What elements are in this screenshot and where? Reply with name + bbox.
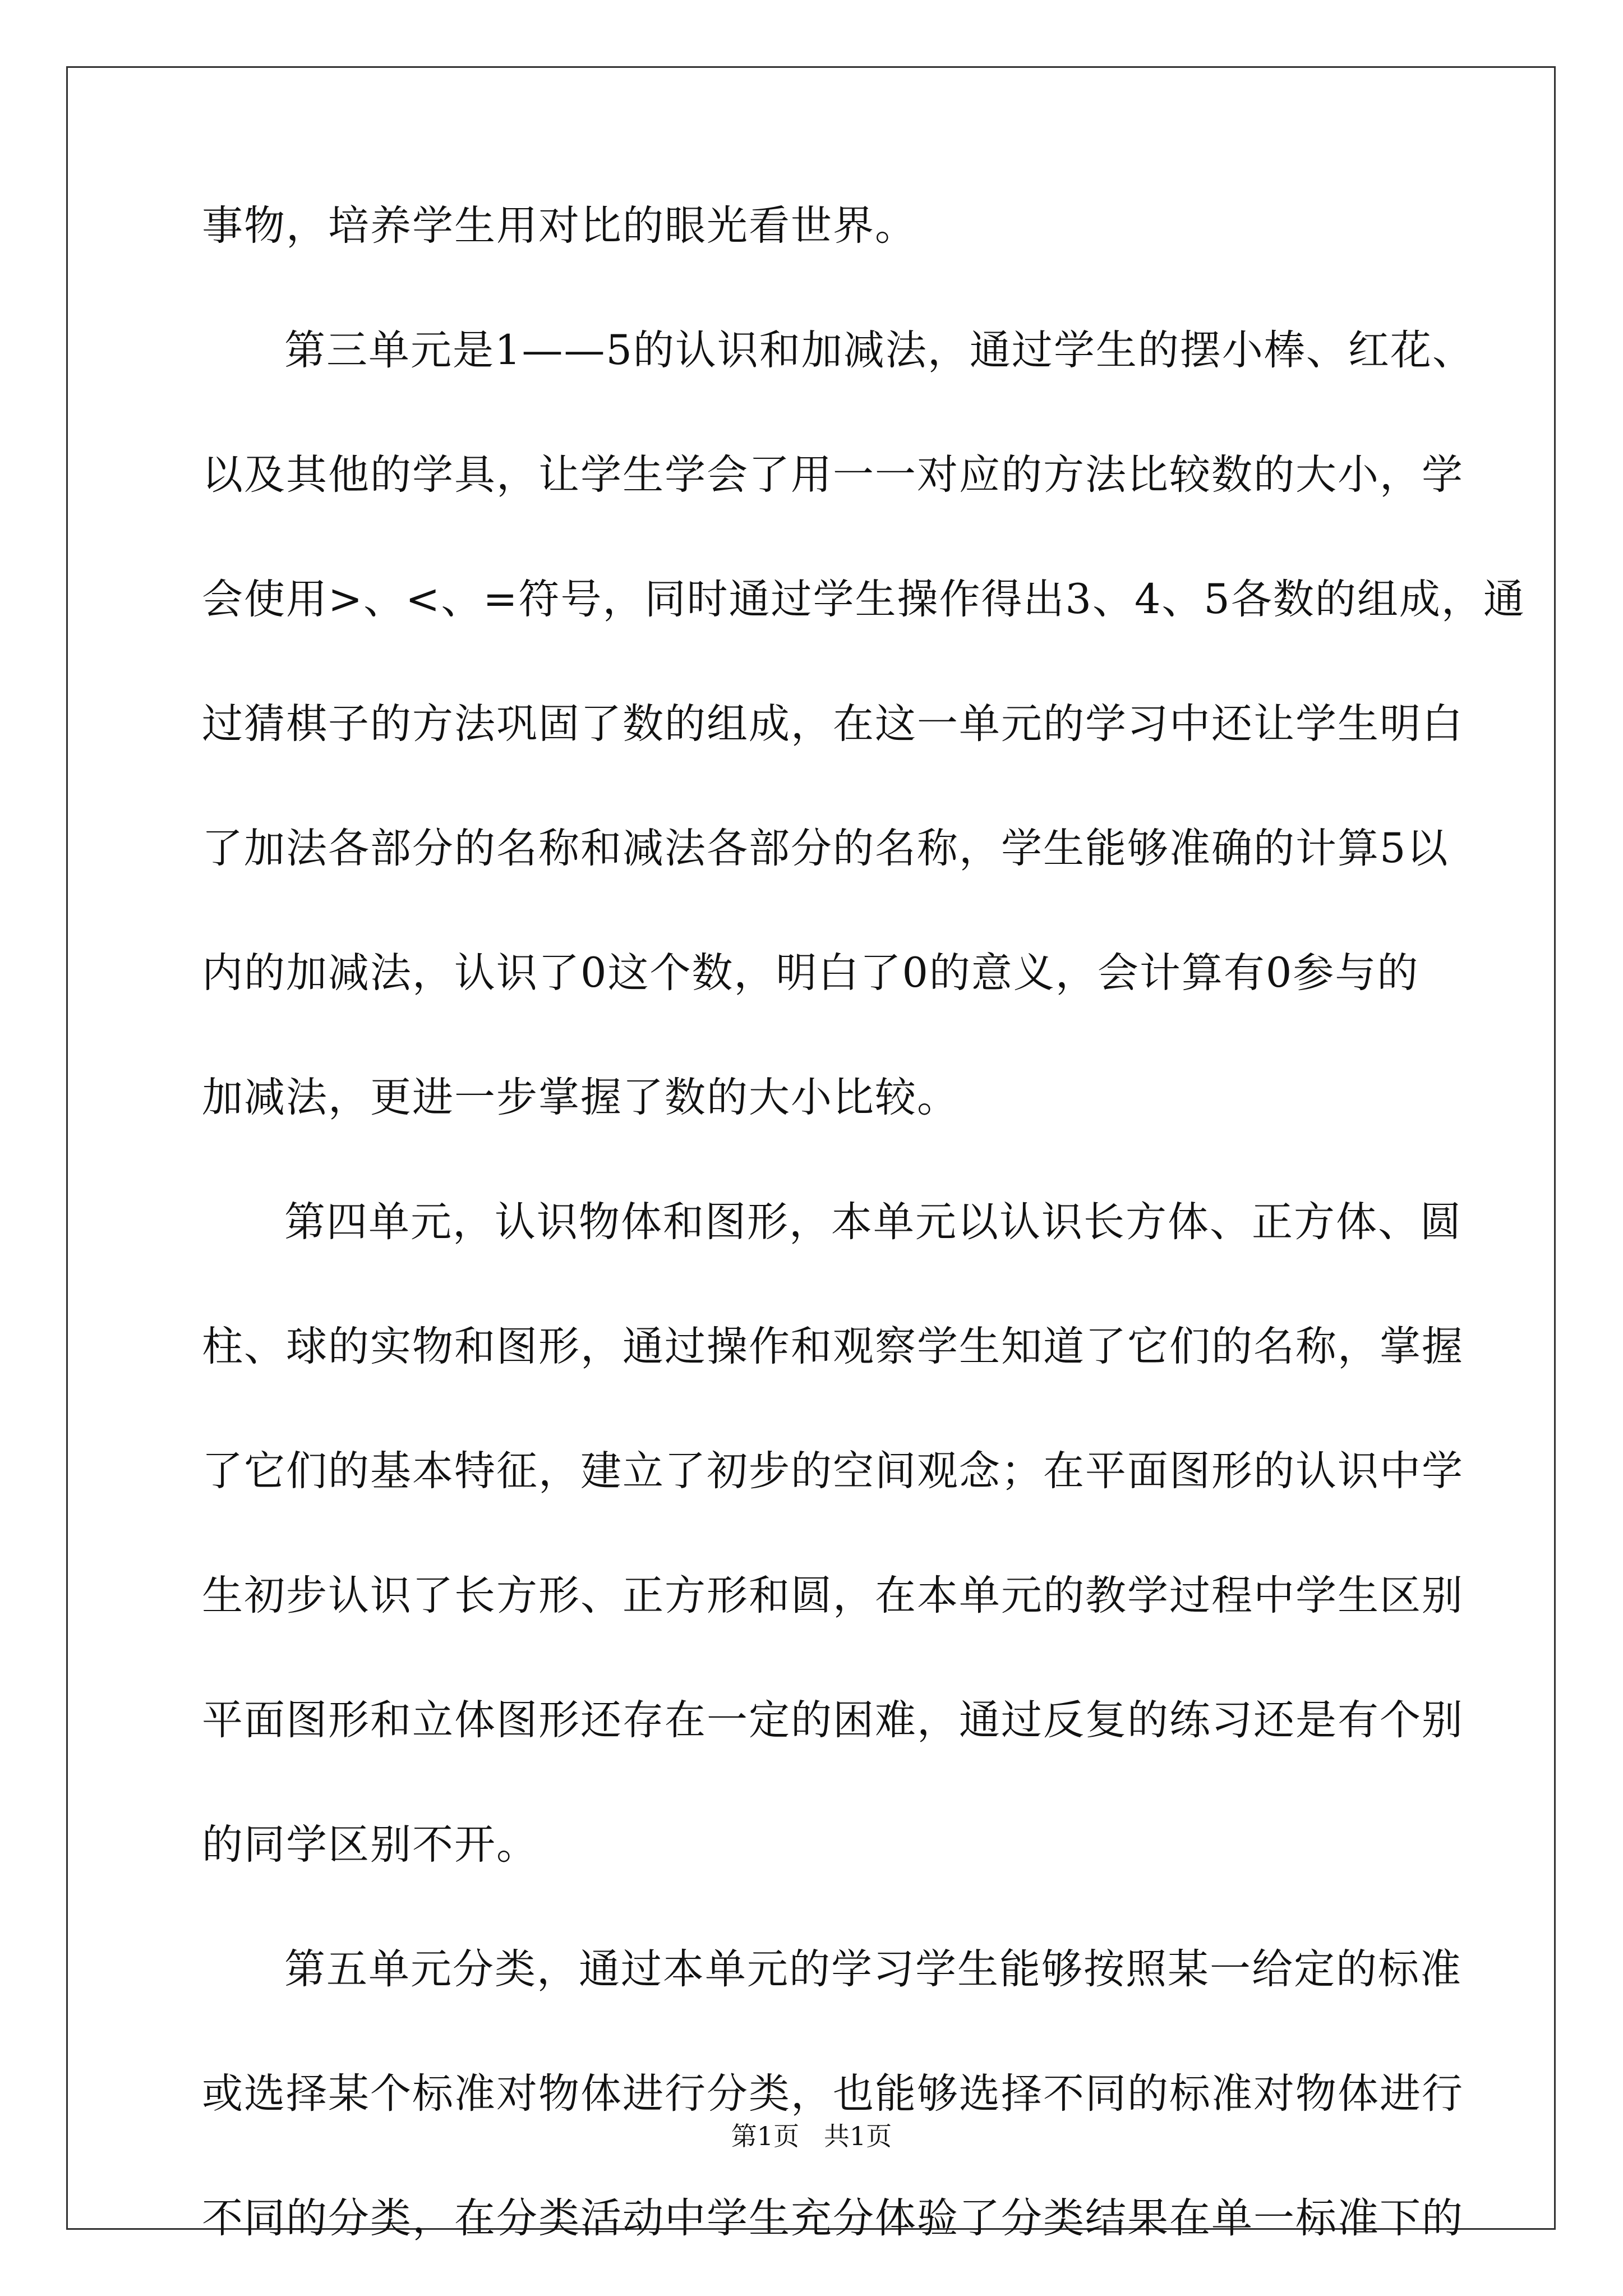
page-footer: 第1页 共1页: [731, 2121, 892, 2151]
text-line: 会使用>、<、=符号，同时通过学生操作得出3、4、5各数的组成，通: [202, 576, 1525, 623]
text-line: 平面图形和立体图形还存在一定的困难，通过反复的练习还是有个别: [202, 1696, 1464, 1744]
text-line: 以及其他的学具，让学生学会了用一一对应的方法比较数的大小，学: [202, 451, 1464, 499]
paragraph-start-line: 第五单元分类，通过本单元的学习学生能够按照某一给定的标准: [284, 1945, 1462, 1993]
page-border: [66, 66, 1556, 2230]
text-line: 的同学区别不开。: [202, 1821, 538, 1869]
text-line: 或选择某个标准对物体进行分类，也能够选择不同的标准对物体进行: [202, 2070, 1464, 2118]
paragraph-start-line: 第三单元是1——5的认识和加减法，通过学生的摆小棒、红花、: [284, 326, 1474, 374]
text-line: 内的加减法，认识了0这个数，明白了0的意义，会计算有0参与的: [202, 949, 1419, 997]
text-line: 柱、球的实物和图形，通过操作和观察学生知道了它们的名称，掌握: [202, 1323, 1464, 1370]
text-line: 了它们的基本特征，建立了初步的空间观念；在平面图形的认识中学: [202, 1447, 1464, 1495]
paragraph-start-line: 第四单元，认识物体和图形，本单元以认识长方体、正方体、圆: [284, 1198, 1462, 1246]
text-line: 了加法各部分的名称和减法各部分的名称，学生能够准确的计算5以: [202, 825, 1449, 872]
text-line: 加减法，更进一步掌握了数的大小比较。: [202, 1074, 959, 1121]
text-line: 不同的分类，在分类活动中学生充分体验了分类结果在单一标准下的: [202, 2194, 1464, 2242]
text-line: 事物，培养学生用对比的眼光看世界。: [202, 202, 917, 250]
text-line: 生初步认识了长方形、正方形和圆，在本单元的教学过程中学生区别: [202, 1572, 1464, 1619]
text-line: 过猜棋子的方法巩固了数的组成，在这一单元的学习中还让学生明白: [202, 700, 1464, 748]
